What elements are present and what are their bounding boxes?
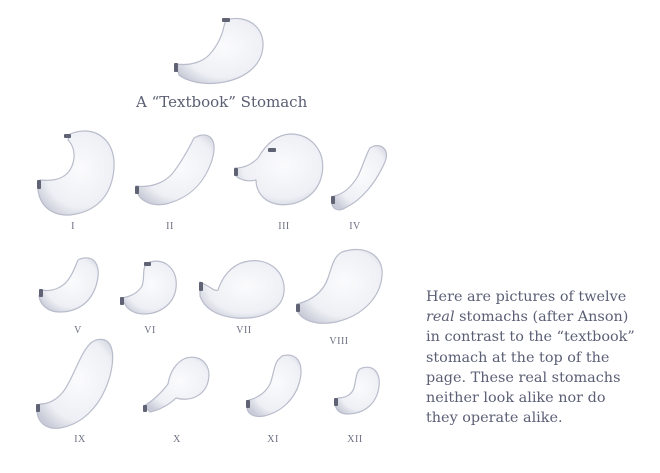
label-ix: IX <box>74 434 86 445</box>
caption-line: stomach at the top of the <box>426 349 610 366</box>
label-iv: IV <box>349 221 361 232</box>
label-ii: II <box>166 221 174 232</box>
textbook-stomach-drawing <box>176 18 263 83</box>
stomach-xi-drawing <box>247 355 301 416</box>
caption-line: Here are pictures of twelve <box>426 289 627 305</box>
label-vii: VII <box>236 325 252 336</box>
stomach-vi-drawing <box>121 261 176 314</box>
caption-line: they operate alike. <box>426 410 563 427</box>
caption-text <box>426 287 654 428</box>
label-viii: VIII <box>329 336 349 347</box>
label-v: V <box>74 325 82 336</box>
caption-line-rest: stomachs (after Anson) <box>459 309 629 326</box>
label-i: I <box>71 221 75 232</box>
caption-line: in contrast to the “textbook” <box>426 329 635 346</box>
stomach-i-drawing <box>38 131 114 215</box>
label-xi: XI <box>267 434 279 445</box>
caption-line <box>426 307 654 327</box>
stomach-x-drawing <box>144 357 209 412</box>
stomach-ix-drawing <box>37 339 113 428</box>
stomach-xii-drawing <box>335 367 379 414</box>
label-iii: III <box>278 221 290 232</box>
stomach-v-drawing <box>39 258 98 312</box>
label-xii: XII <box>347 434 363 445</box>
stomach-iv-drawing <box>332 146 386 210</box>
textbook-stomach-title: A “Textbook” Stomach <box>136 93 308 111</box>
caption-line: page. These real stomachs <box>426 369 621 386</box>
stomach-iii-drawing <box>235 134 323 205</box>
label-vi: VI <box>144 325 156 336</box>
stomach-vii-drawing <box>200 261 284 319</box>
label-x: X <box>173 434 181 445</box>
caption-line: neither look alike nor do <box>426 390 606 407</box>
caption-emphasis: real <box>426 309 455 326</box>
stomach-ii-drawing <box>136 135 214 205</box>
stomach-viii-drawing <box>297 249 382 323</box>
